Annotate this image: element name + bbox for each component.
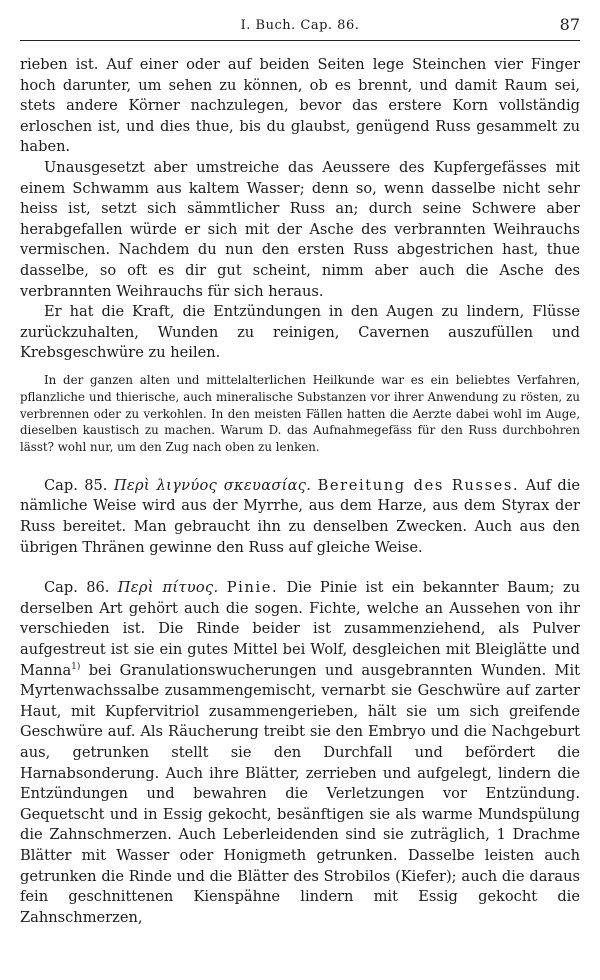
chapter-86-text-b: bei Granulationswucherungen und ausgebrannten Wunden. Mit Myrtenwachssalbe zusammengemischt, vernarbt sie Geschwüre auf zarter Haut, mit Kupfervitriol zusammengerieben, hält sie um sich greifende Geschwüre auf. Als Räucherung treibt sie den Embryo und die Nachgeburt aus, getrunken stellt sie den Durchfall und befördert die Harnabsonderung. Auch ihre Blätter, zerrieben und aufgelegt, lindern die Entzündungen und bewahren die Verletzungen vor Entzündung. Gequetscht und in Essig gekocht, besänftigen sie als warme Mundspülung die Zahnschmerzen. Auch Leberleidenden sind sie zuträglich, 1 Drachme Blätter mit Wasser oder Honigmeth getrunken. Dasselbe leisten auch getrunken die Rinde und die Blätter des Strobilos (Kiefer); auch die daraus fein geschnittenen Kienspähne lindern mit Essig gekocht die Zahnschmerzen, [20,661,580,926]
paragraph-properties: Er hat die Kraft, die Entzündungen in den Augen zu lindern, Flüsse zurückzuhalten, Wunden zu reinigen, Cavernen auszufüllen und Krebsgeschwüre zu heilen. [20,303,580,362]
chapter-86-label: Cap. 86. [44,579,110,597]
page-body [20,55,580,928]
chapter-85-text: Auf die nämliche Weise wird aus der Myrrhe, aus dem Harze, aus dem Styrax der Russ bereitet. Man gebraucht ihn zu denselben Zwecken. Auch aus den übrigen Thränen gewinne den Russ auf gleiche Weise. [20,476,580,556]
chapter-86-text-a: Die Pinie ist ein bekannter Baum; zu derselben Art gehört auch die sogen. Fichte, welche an Aussehen von ihr verschieden ist. Die Rinde beider ist zusammenziehend, als Pulver aufgestreut ist sie ein gutes Mittel bei Wolf, desgleichen mit Bleiglätte und Manna [20,579,580,679]
chapter-86-title: Pinie. [226,579,279,597]
commentary-note: In der ganzen alten und mittelalterlichen Heilkunde war es ein beliebtes Verfahren, pflanzliche und thierische, auch mineralische Substanzen vor ihrer Anwendung zu rösten, zu verbrennen oder zu verkohlen. In den meisten Fällen hatten die Aerzte dabei wohl im Auge, dieselben kaustisch zu machen. Warum D. das Aufnahmegefäss für den Russ durchbohren lässt? wohl nur, um den Zug nach oben zu lenken. [20,372,580,455]
chapter-86-greek-title: Περὶ πίτυος. [117,579,219,597]
chapter-85-label: Cap. 85. [44,476,108,494]
chapter-85-greek-title: Περὶ λιγνύος σκευασίας. [113,476,312,494]
chapter-85 [20,476,580,558]
chapter-86 [20,578,580,928]
chapter-85-title: Bereitung des Russes. [317,476,520,494]
running-title: I. Buch. Cap. 86. [240,18,360,33]
running-header [20,15,580,41]
paragraph-continuation: rieben ist. Auf einer oder auf beiden Seiten lege Steinchen vier Finger hoch darunter, um sehen zu können, ob es brennt, und damit Raum sei, stets andere Körner nachzulegen, bevor das erstere Korn vollständig erloschen ist, und dies thue, bis du glaubst, genügend Russ gesammelt zu haben. [20,56,580,156]
footnote-mark: 1) [71,661,81,672]
paragraph-sponge: Unausgesetzt aber umstreiche das Aeussere des Kupfergefässes mit einem Schwamm aus kaltem Wasser; denn so, wenn dasselbe nicht sehr heiss ist, setzt sich sämmtlicher Russ an; durch seine Schwere aber herabgefallen würde er sich mit der Asche des verbrannten Weihrauchs vermischen. Nachdem du nun den ersten Russ abgestrichen hast, thue dasselbe, so oft es dir gut scheint, nimm aber auch die Asche des verbrannten Weihrauchs für sich heraus. [20,158,580,300]
page-number: 87 [559,15,580,34]
